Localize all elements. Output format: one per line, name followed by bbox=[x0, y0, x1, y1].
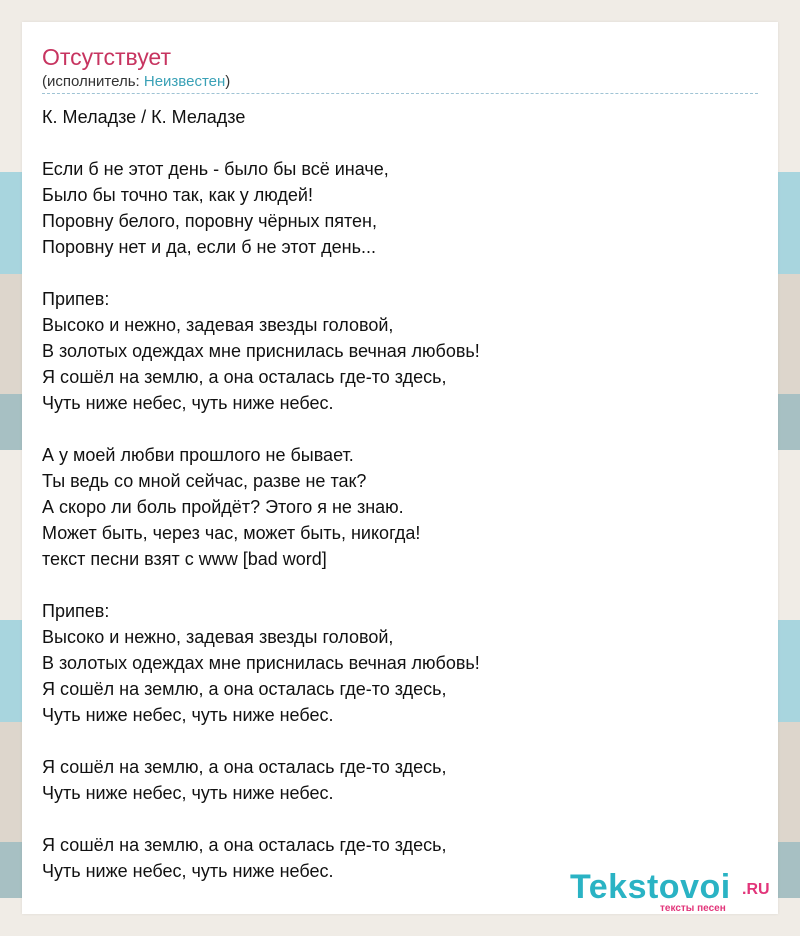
song-title: Отсутствует bbox=[42, 44, 171, 70]
lyrics-line: В золотых одеждах мне приснилась вечная любовь! bbox=[42, 653, 480, 673]
lyrics-line: А у моей любви прошлого не бывает. bbox=[42, 445, 354, 465]
lyrics-line: Может быть, через час, может быть, никогда! bbox=[42, 523, 421, 543]
artist-suffix: ) bbox=[225, 73, 231, 90]
title-divider bbox=[42, 93, 758, 94]
lyrics-card bbox=[22, 22, 778, 914]
logo-tagline: тексты песен bbox=[660, 903, 726, 914]
lyrics-line: Ты ведь со мной сейчас, разве не так? bbox=[42, 471, 367, 491]
lyrics-line: Чуть ниже небес, чуть ниже небес. bbox=[42, 393, 334, 413]
lyrics-line: Чуть ниже небес, чуть ниже небес. bbox=[42, 861, 334, 881]
lyrics-line: текст песни взят с www [bad word] bbox=[42, 549, 327, 569]
lyrics-blank-line bbox=[42, 572, 758, 598]
lyrics-line: Я сошёл на землю, а она осталась где-то здесь, bbox=[42, 367, 447, 387]
lyrics-line: Было бы точно так, как у людей! bbox=[42, 185, 313, 205]
lyrics-text bbox=[42, 104, 758, 884]
artist-line bbox=[42, 72, 230, 92]
lyrics-line: Припев: bbox=[42, 289, 110, 309]
lyrics-blank-line bbox=[42, 806, 758, 832]
lyrics-line: Я сошёл на землю, а она осталась где-то здесь, bbox=[42, 679, 447, 699]
artist-link[interactable]: Неизвестен bbox=[143, 73, 226, 90]
lyrics-line: Чуть ниже небес, чуть ниже небес. bbox=[42, 705, 334, 725]
lyrics-line: Поровну нет и да, если б не этот день... bbox=[42, 237, 377, 257]
site-logo[interactable] bbox=[570, 867, 780, 912]
lyrics-blank-line bbox=[42, 416, 758, 442]
logo-tld: .RU bbox=[742, 881, 770, 898]
lyrics-line: Я сошёл на землю, а она осталась где-то здесь, bbox=[42, 835, 447, 855]
lyrics-blank-line bbox=[42, 130, 758, 156]
lyrics-line: Припев: bbox=[42, 601, 110, 621]
lyrics-line: А скоро ли боль пройдёт? Этого я не знаю. bbox=[42, 497, 404, 517]
lyrics-line: Чуть ниже небес, чуть ниже небес. bbox=[42, 783, 334, 803]
lyrics-line: Если б не этот день - было бы всё иначе, bbox=[42, 159, 389, 179]
lyrics-line: К. Меладзе / К. Меладзе bbox=[42, 107, 246, 127]
lyrics-blank-line bbox=[42, 260, 758, 286]
logo-name: Tekstovoi bbox=[570, 868, 731, 906]
lyrics-line: Высоко и нежно, задевая звезды головой, bbox=[42, 627, 394, 647]
lyrics-line: Я сошёл на землю, а она осталась где-то здесь, bbox=[42, 757, 447, 777]
lyrics-line: Высоко и нежно, задевая звезды головой, bbox=[42, 315, 394, 335]
lyrics-blank-line bbox=[42, 728, 758, 754]
lyrics-line: В золотых одеждах мне приснилась вечная любовь! bbox=[42, 341, 480, 361]
lyrics-line: Поровну белого, поровну чёрных пятен, bbox=[42, 211, 377, 231]
artist-prefix: (исполнитель: bbox=[42, 73, 144, 90]
